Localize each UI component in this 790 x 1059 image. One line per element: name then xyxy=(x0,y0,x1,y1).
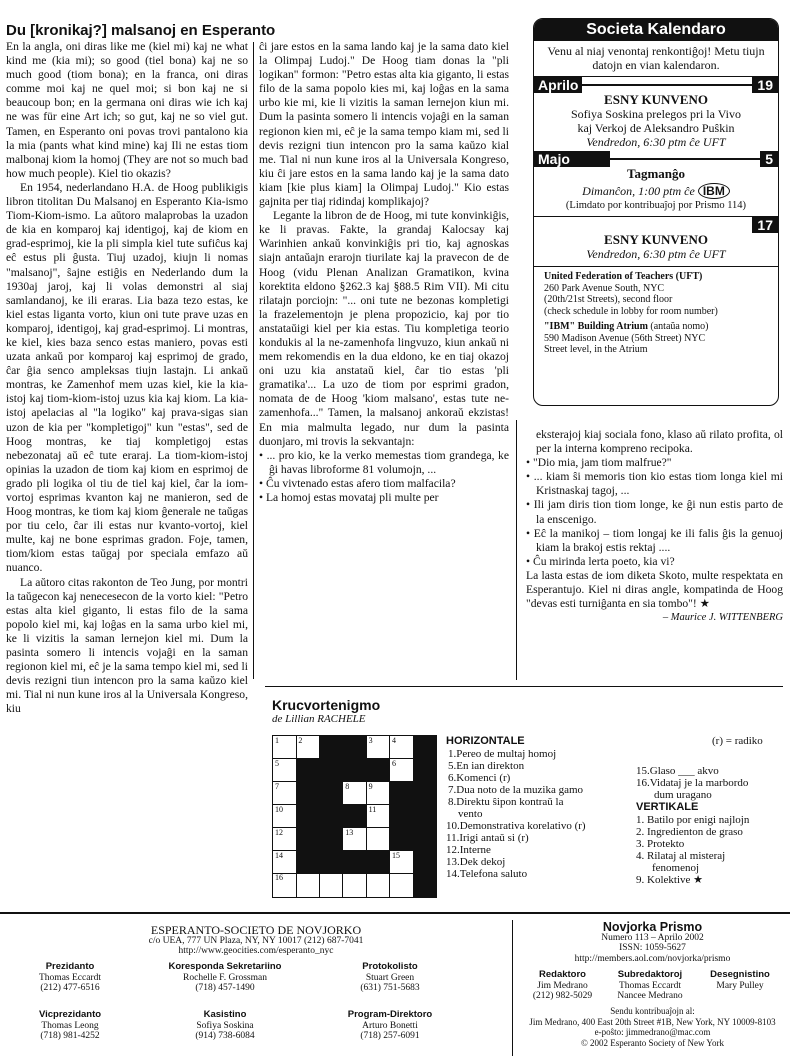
issue-number: Numero 113 – Aprilo 2002 xyxy=(601,932,704,943)
clue: dum uragano xyxy=(654,789,712,801)
event-time: Vendredon, 6:30 ptm ĉe UFT xyxy=(586,135,726,149)
clue: fenomenoj xyxy=(652,862,700,874)
magazine-info xyxy=(520,922,785,964)
crossword-black-cell xyxy=(320,805,344,828)
paragraph: ĉi jare estos en la sama lando kaj je la sama dato kiel la Olimpaj Ludoj." De Hoog tiam donas la "pli logikan" formon: "Petro estas alta kia giganto, li estas filo de la sama popolo kies mi, kaj loĝas en la sama urbo kie mi, kie li vizitis la saman lernejon kiun mi. Dum la pasinta somero li intencis vojaĝi en la saman regionon kien mi, eĉ je la sama tempo kiam mi, sed li devis rezigni tiun intencon pro la sama kaŭzo kial me. Tial ni nun kune iros al la Universala Kongreso, kiu ĉi jare estos en la sama lando kaj je la sama dato kiam [kie plus kiam] la Olimpaj Ludoj." Kio estas gajnita per tiaj ridindaj komplikajoj? xyxy=(259,40,509,209)
venue-line: 590 Madison Avenue (56th Street) NYC xyxy=(544,332,706,344)
article-column-2 xyxy=(259,40,509,505)
clue-number: 11 xyxy=(368,804,377,814)
role-name: Rochelle F. Grossman xyxy=(183,972,267,983)
crossword-black-cell xyxy=(296,851,320,874)
clue-number: 4 xyxy=(392,736,396,745)
column-divider xyxy=(253,42,254,679)
clue-number: 6 xyxy=(392,758,396,768)
quote-bullet: • ... kiam ŝi memoris tion kio estas tiom longa kiel mi Kristnaskaj tagoj, ... xyxy=(526,470,783,498)
month-bar-may xyxy=(534,151,778,167)
role-phone: (212) 982-5029 xyxy=(532,991,593,1001)
crossword-black-cell xyxy=(390,805,414,828)
quote-bullet: • Ili jam diris tion tiom longe, ke ĝi nun estis parto de la enscenigo. xyxy=(526,498,784,526)
clue-number: 2 xyxy=(298,736,303,745)
clue-number: 15 xyxy=(392,850,400,860)
officer xyxy=(320,1010,460,1042)
crossword-cell[interactable] xyxy=(273,759,297,782)
role-title: Program-Direktoro xyxy=(347,1009,433,1020)
author-signature: – Maurice J. WITTENBERG xyxy=(662,612,783,624)
role-name: Sofiya Soskina xyxy=(196,1020,254,1031)
role-title: Protokolisto xyxy=(362,961,418,972)
editor xyxy=(605,970,695,1002)
society-name: ESPERANTO-SOCIETO DE NOVJORKO xyxy=(150,923,362,937)
crossword-black-cell xyxy=(343,736,367,759)
crossword-cell[interactable] xyxy=(296,873,320,896)
venue-ibm xyxy=(534,317,778,356)
editor xyxy=(520,970,605,1002)
officer xyxy=(10,962,130,994)
paragraph: Legante la libron de de Hoog, mi tute konvinkiĝis, ke li pravas. Fakte, la grandaj Kalocsay kaj Warinhien ankaŭ konvinkiĝis pri tio, kaj agnoskas siajn antaŭajn erarojn tiurilate kaj la pravecon de de Hoog (vidu Plenan Analizan Gramatikon, kvina korektita eldono §262.3 kaj §88.5 Rim VII). Mi citu rilatajn porciojn: "... oni tute ne bezonas kompletigi la frazelementojn je plena propozicio, kaj por tio anstataŭigi kiel per kia estas. Tiu kompletiga teorio kondukis al la ne-zamenhofa lingvuzo, kiun ankaŭ ni mem rekomendis en la dua eldono, ke en tiaj okazoj oni uzu kia anstataŭ kiel, ĉar tio estas 'pli gramatika'... La uzo de tiom por esprimi gradon, nomata de de Hoog 'kiom malsano', estas tute ne-zamenhofa..." Tamen, la malsanoj ankoraŭ ekzistas! En mia malmulta legado, nur dum la pasinta duonjaro, mi trovis la sekvantajn: xyxy=(259,209,509,448)
role-phone: (718) 981-4252 xyxy=(40,1031,100,1041)
crossword-cell[interactable] xyxy=(273,873,297,896)
clue: 11.Irigi antaŭ si (r) xyxy=(446,832,529,844)
quote-bullet: • Ĉu vivtenado estas afero tiom malfacila? xyxy=(259,476,456,490)
crossword-black-cell xyxy=(413,805,437,828)
magazine-url: http://members.aol.com/novjorka/prismo xyxy=(574,953,731,964)
radiko-note: (r) = radiko xyxy=(712,735,763,747)
crossword-black-cell xyxy=(320,736,344,759)
crossword-cell[interactable] xyxy=(273,828,297,851)
crossword-cell[interactable] xyxy=(343,873,367,896)
crossword-black-cell xyxy=(390,782,414,805)
paragraph: eksterajoj kiaj sociala fono, klaso aŭ rilato profita, ol per la interna kompreno recipoka. xyxy=(536,428,783,456)
article-title: Du [kronikaj?] malsanoj en Esperanto xyxy=(6,22,276,39)
quote-bullet: • Eĉ la manikoj – tiom longaj ke ili falis ĝis la genuoj kiam la brakoj estis rektaj .... xyxy=(526,526,783,554)
role-title: Vicprezidanto xyxy=(38,1009,102,1020)
day-label: 5 xyxy=(760,151,778,167)
clue-number: 14 xyxy=(275,850,283,860)
clue-number: 13 xyxy=(345,827,354,837)
crossword-black-cell xyxy=(320,828,344,851)
venue-line: Street level, in the Atrium xyxy=(544,344,648,355)
crossword-black-cell xyxy=(296,759,320,782)
clue-number: 5 xyxy=(275,758,279,768)
venue-note: (antaŭa nomo) xyxy=(650,321,709,332)
role-title: Kasistino xyxy=(203,1009,247,1020)
month-bar-may-17 xyxy=(534,217,778,233)
role-name: Thomas Eccardt xyxy=(39,972,101,983)
crossword-black-cell xyxy=(343,851,367,874)
article-column-3 xyxy=(526,428,783,625)
clue: 2. Ingredienton de graso xyxy=(636,826,743,838)
clue: 7.Dua noto de la muzika gamo xyxy=(448,784,584,796)
role-name: Stuart Green xyxy=(365,972,415,983)
submission-label: Sendu kontribuaĵojn al: xyxy=(610,1006,695,1016)
crossword-cell[interactable] xyxy=(273,805,297,828)
officer xyxy=(10,1010,130,1042)
paragraph: En la angla, oni diras like me (kiel mi) kaj ne what kind me (kia mi); so good (tiel bona) kaj ne so much good (tiom bona); en la franca, oni diras comme moi kaj ne quel moi; si bon kaj ne si beaucoup bon; en la germana oni diras wie ich kaj ne was für eine Art ich; so gut, kaj ne so viel gut. Tamen, en Esperanto oni povas trovi pantalono kia la mia (pants what kind mine) kaj Ili ne estas tiom malbonaj kiom la homoj (They are not so much bad how much people). Kiel tio okazis? xyxy=(6,40,248,180)
event-title: ESNY KUNVENO xyxy=(604,232,708,247)
crossword-black-cell xyxy=(343,805,367,828)
clue: 1. Batilo por enigi najlojn xyxy=(636,814,750,826)
event-time: Vendredon, 6:30 ptm ĉe UFT xyxy=(586,247,726,261)
clue-number: 8 xyxy=(345,781,350,791)
crossword-cell[interactable] xyxy=(367,828,391,851)
clue: 16.Vidataj je la marbordo xyxy=(636,777,749,789)
crossword-black-cell xyxy=(296,782,320,805)
role-name: Arturo Bonetti xyxy=(362,1020,418,1031)
event-note: (Limdato por kontribuaĵoj por Prismo 114) xyxy=(565,200,747,211)
crossword-cell[interactable] xyxy=(273,782,297,805)
venue-line: (20th/21st Streets), second floor xyxy=(544,294,673,305)
clue-number: 9 xyxy=(368,781,373,791)
clue: 12.Interne xyxy=(446,844,491,856)
role-phone: (212) 477-6516 xyxy=(40,983,100,993)
editor xyxy=(695,970,785,991)
crossword-black-cell xyxy=(367,759,391,782)
crossword-black-cell xyxy=(367,851,391,874)
event-desc: kaj Verkoj de Aleksandro Puŝkin xyxy=(577,121,735,135)
calendar-intro: Venu al niaj venontaj renkontiĝoj! Metu tiujn datojn en vian kalendaron. xyxy=(534,41,778,77)
role-title: Redaktoro xyxy=(539,969,586,980)
crossword-cell[interactable] xyxy=(296,736,320,759)
venue-line: 260 Park Avenue South, NYC xyxy=(544,282,665,294)
event-desc: Sofiya Soskina prelegos pri la Vivo xyxy=(570,107,742,121)
crossword-black-cell xyxy=(413,873,437,896)
clue: 1.Pereo de multaj homoj xyxy=(448,748,557,760)
issn: ISSN: 1059-5627 xyxy=(619,943,686,953)
role-name: Nancee Medrano xyxy=(617,991,683,1001)
society-url: http://www.geocities.com/esperanto_nyc xyxy=(178,946,334,956)
society-address: c/o UEA, 777 UN Plaza, NY, NY 10017 (212) 687-7041 xyxy=(148,935,364,946)
quote-bullet: • La homoj estas movataj pli multe per xyxy=(259,491,439,504)
clue: 13.Dek dekoj xyxy=(446,856,506,868)
month-label: Aprilo xyxy=(534,77,582,93)
submission-address: Jim Medrano, 400 East 20th Street #1B, New York, NY 10009-8103 xyxy=(529,1016,776,1027)
crossword-black-cell xyxy=(320,759,344,782)
crossword-cell[interactable] xyxy=(343,782,367,805)
magazine-name: Novjorka Prismo xyxy=(602,920,703,934)
article-column-1 xyxy=(6,40,248,717)
day-label: 17 xyxy=(752,217,778,233)
venue-line: (check schedule in lobby for room number) xyxy=(544,305,718,317)
society-info xyxy=(6,925,506,957)
horizontal-header: HORIZONTALE xyxy=(446,735,525,747)
officer xyxy=(150,962,300,994)
quote-bullet: • Ĉu mirinda lerta poeto, kia vi? xyxy=(526,554,675,568)
society-calendar xyxy=(533,18,779,406)
venue-uft xyxy=(534,267,778,317)
clue: 6.Komenci (r) xyxy=(448,772,511,784)
crossword-grid xyxy=(272,735,437,898)
clue: 4. Rilataj al misteraj xyxy=(636,850,726,862)
role-name: Thomas Leong xyxy=(41,1020,99,1031)
clue-number: 1 xyxy=(275,736,279,745)
crossword-black-cell xyxy=(296,805,320,828)
clue-number: 3 xyxy=(368,736,373,745)
quote-bullet: • "Dio mia, jam tiom malfrue?" xyxy=(526,456,672,470)
event-april-19 xyxy=(534,93,778,149)
role-name: Thomas Eccardt xyxy=(619,980,681,991)
clue: 10.Demonstrativa korelativo (r) xyxy=(446,820,586,832)
crossword-cell[interactable] xyxy=(390,759,414,782)
clue: vento xyxy=(458,808,483,820)
quote-bullet: • ... pro kio, ke la verko memestas tiom grandega, ke ĝi havas libroforme 81 volumojn, ... xyxy=(259,448,509,476)
crossword-cell[interactable] xyxy=(390,736,414,759)
clue-number: 7 xyxy=(275,781,279,791)
role-name: Jim Medrano xyxy=(537,980,588,991)
footer xyxy=(0,920,790,1059)
clue-number: 12 xyxy=(275,827,283,837)
clue: 5.En ian direkton xyxy=(448,760,525,772)
copyright: © 2002 Esperanto Society of New York xyxy=(580,1037,725,1048)
clue: 3. Protekto xyxy=(636,838,685,850)
role-title: Prezidanto xyxy=(45,961,95,972)
ibm-logo: IBM xyxy=(698,183,730,199)
month-bar-april xyxy=(534,77,778,93)
crossword-cell[interactable] xyxy=(320,873,344,896)
officer xyxy=(320,962,460,994)
role-title: Koresponda Sekretariino xyxy=(168,961,282,972)
paragraph: La lasta estas de iom diketa Skoto, multe respektata en Esperantujo. Kiel ni diras angle, kompatinda de Hoog "devas esti turniĝanta en sia tombo"! ★ xyxy=(526,568,783,611)
crossword-cell[interactable] xyxy=(367,805,391,828)
crossword-cell[interactable] xyxy=(273,736,297,759)
crossword-byline: de Lillian RACHELE xyxy=(272,713,366,725)
crossword-black-cell xyxy=(413,851,437,874)
crossword-black-cell xyxy=(320,782,344,805)
crossword-cell[interactable] xyxy=(367,782,391,805)
clue: 8.Direktu ŝipon kontraŭ la xyxy=(448,796,564,808)
crossword-cell[interactable] xyxy=(390,873,414,896)
vertical-header: VERTIKALE xyxy=(636,801,699,813)
crossword-black-cell xyxy=(343,759,367,782)
clue: 9. Kolektive ★ xyxy=(636,874,703,886)
crossword-cell[interactable] xyxy=(367,736,391,759)
crossword-black-cell xyxy=(413,828,437,851)
role-phone: (914) 738-6084 xyxy=(195,1031,255,1041)
crossword-black-cell xyxy=(320,851,344,874)
crossword-title: Krucvortenigmo xyxy=(272,697,381,713)
venue-name: "IBM" Building Atrium xyxy=(544,321,648,332)
role-phone: (718) 457-1490 xyxy=(195,983,255,993)
clue-number: 16 xyxy=(275,873,283,883)
crossword-black-cell xyxy=(296,828,320,851)
clue: 15.Glaso ___ akvo xyxy=(636,765,719,777)
event-may-17 xyxy=(534,233,778,261)
clue: 14.Telefona saluto xyxy=(446,868,528,880)
paragraph: La aŭtoro citas rakonton de Teo Jung, por montri la taŭgecon kaj nenecesecon de la vorto kiel: "Petro estas alta kiel giganto, li estas filo de la sama popolo kiel mi, kaj loĝas en la sama urbo kiel mi, ke li vizitis la saman lernejon kiel mi. Dum la pasinta somero li intencis vojaĝi en la saman regionon kiel mi, eĉ je la sama tempo kiel mi, sed li devis rezigni tiun intencon pro la sama kaŭzo kiel mi. Tial ni nun kune iros al la Universala Kongreso, kiu xyxy=(6,575,248,716)
section-divider xyxy=(265,686,783,687)
crossword-black-cell xyxy=(390,828,414,851)
crossword-black-cell xyxy=(413,759,437,782)
submission-email: e-poŝto: jimmedrano@mac.com xyxy=(594,1027,711,1037)
month-label: Majo xyxy=(534,151,610,167)
role-title: Subredaktoroj xyxy=(617,969,683,980)
role-phone: (718) 257-6091 xyxy=(360,1031,420,1041)
event-title: Tagmanĝo xyxy=(626,166,686,181)
clue-number: 10 xyxy=(275,804,283,814)
role-name: Mary Pulley xyxy=(716,980,764,991)
crossword-cell[interactable] xyxy=(343,828,367,851)
event-title: ESNY KUNVENO xyxy=(604,92,708,107)
crossword-cell[interactable] xyxy=(367,873,391,896)
event-time: Dimanĉon, 1:00 ptm ĉe xyxy=(582,184,695,198)
role-title: Desegnistino xyxy=(710,969,770,980)
officer xyxy=(150,1010,300,1042)
venue-name: United Federation of Teachers (UFT) xyxy=(544,271,703,282)
crossword-cell[interactable] xyxy=(390,851,414,874)
paragraph: En 1954, nederlandano H.A. de Hoog publikigis libron titolitan Du Malsanoj en Esperanto Kia-ismo Tiom-Kiom-ismo. La aŭtoro malaprobas la uzadon de kia en komparoj kaj identigoj, kaj de kiom en grad-esprimoj, kie la pli simpla kiel tute sufiĉus kaj eĉ estus pli ĝusta. Tiuj uzadoj, kiujn li nomas "malsanoj", ŝajne estiĝis en Nederlando dum la 1930aj jaroj, kaj li volas demonstri al siaj samlandanoj, ke ili eraras. Lia baza tezo estas, ke kiel estas liganta vorto, kiun oni tute prave uzas en komparoj, identigoj, kaj grad-esprimoj. Li montras, ke kiel, kies baza senco estas maniero, povas esti uzata ankaŭ por komparoj kaj esprimoj de grado, ĉar ĝia senco ampleksas tiujn lastajn. Li ankaŭ montras, ke Zamenhof mem uzas kiel, kie la kia-istoj kaj tiom-kiom-istoj uzus kia kaj kiom. La kia-istoj apelacias al "la logiko" kaj prava-sigas sian uzon de kia per "kompletigoj" kun "estas", sed de Hoog montras, ke tiaj kompletigoj estas nebezonataj aŭ eĉ tute eraraj. La tiom-kiom-istoj opinias la uzadon de tiom kaj kiom en esprimoj de grado pli logika ol tiu de tiel kaj kiel, ĉar la iom-vortoj esprimas kvanton kaj ne manieron, sed de Hoog montras, ke tiom kaj kiom ĝenerale ne taŭgas por tiu celo, ĉar ili estas nur kvanto-vortoj, kiel multe, kaj ne bone esprimas gradon. Foje, tamen, tiom/kiom estas taŭgaj por speciala emfazo aŭ nuanco. xyxy=(6,180,248,575)
day-label: 19 xyxy=(752,77,778,93)
event-may-5 xyxy=(534,167,778,213)
crossword-cell[interactable] xyxy=(273,851,297,874)
submission-info xyxy=(515,1006,790,1048)
crossword-black-cell xyxy=(413,782,437,805)
role-phone: (631) 751-5683 xyxy=(360,983,420,993)
calendar-title: Societa Kalendaro xyxy=(534,19,778,41)
column-divider xyxy=(516,420,517,680)
crossword-black-cell xyxy=(413,736,437,759)
footer-divider xyxy=(0,912,790,914)
